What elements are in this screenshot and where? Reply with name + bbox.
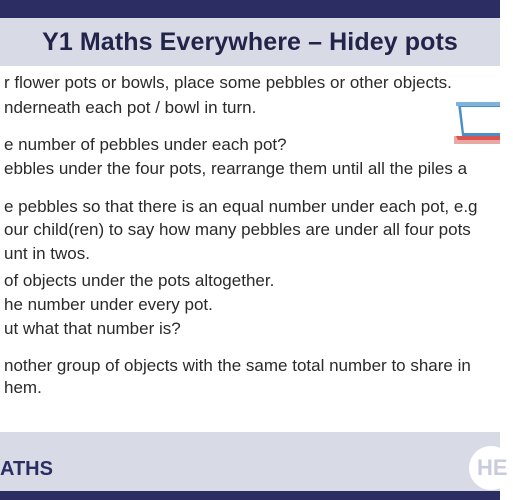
instruction-line: ebbles under the four pots, rearrange them until all the piles a <box>4 159 468 178</box>
footer-label: ATHS <box>0 458 53 480</box>
instruction-line: our child(ren) to say how many pebbles are under all four pots <box>4 220 471 239</box>
instruction-line: he number under every pot. <box>4 295 213 314</box>
top-bar <box>0 0 500 18</box>
instruction-line: of objects under the pots altogether. <box>4 271 275 290</box>
instruction-line: nother group of objects with the same total number to share in <box>4 356 471 375</box>
bottom-bar <box>0 491 500 500</box>
instruction-line: nderneath each pot / bowl in turn. <box>4 98 257 117</box>
instructions-body <box>0 66 500 432</box>
instruction-line: e number of pebbles under each pot? <box>4 135 287 154</box>
instruction-line: hem. <box>4 378 42 397</box>
title-band <box>0 18 500 66</box>
page-title: Y1 Maths Everywhere – Hidey pots <box>42 27 458 56</box>
instruction-line: e pebbles so that there is an equal number under each pot, e.g <box>4 197 478 216</box>
brand-logo <box>469 446 513 490</box>
instruction-line: ut what that number is? <box>4 319 181 338</box>
instruction-line: r flower pots or bowls, place some pebbles or other objects. <box>4 73 452 92</box>
footer-band <box>0 432 500 500</box>
logo-text: HE <box>477 455 508 480</box>
flower-pot-icon <box>452 100 500 146</box>
instruction-line: unt in twos. <box>4 244 90 263</box>
